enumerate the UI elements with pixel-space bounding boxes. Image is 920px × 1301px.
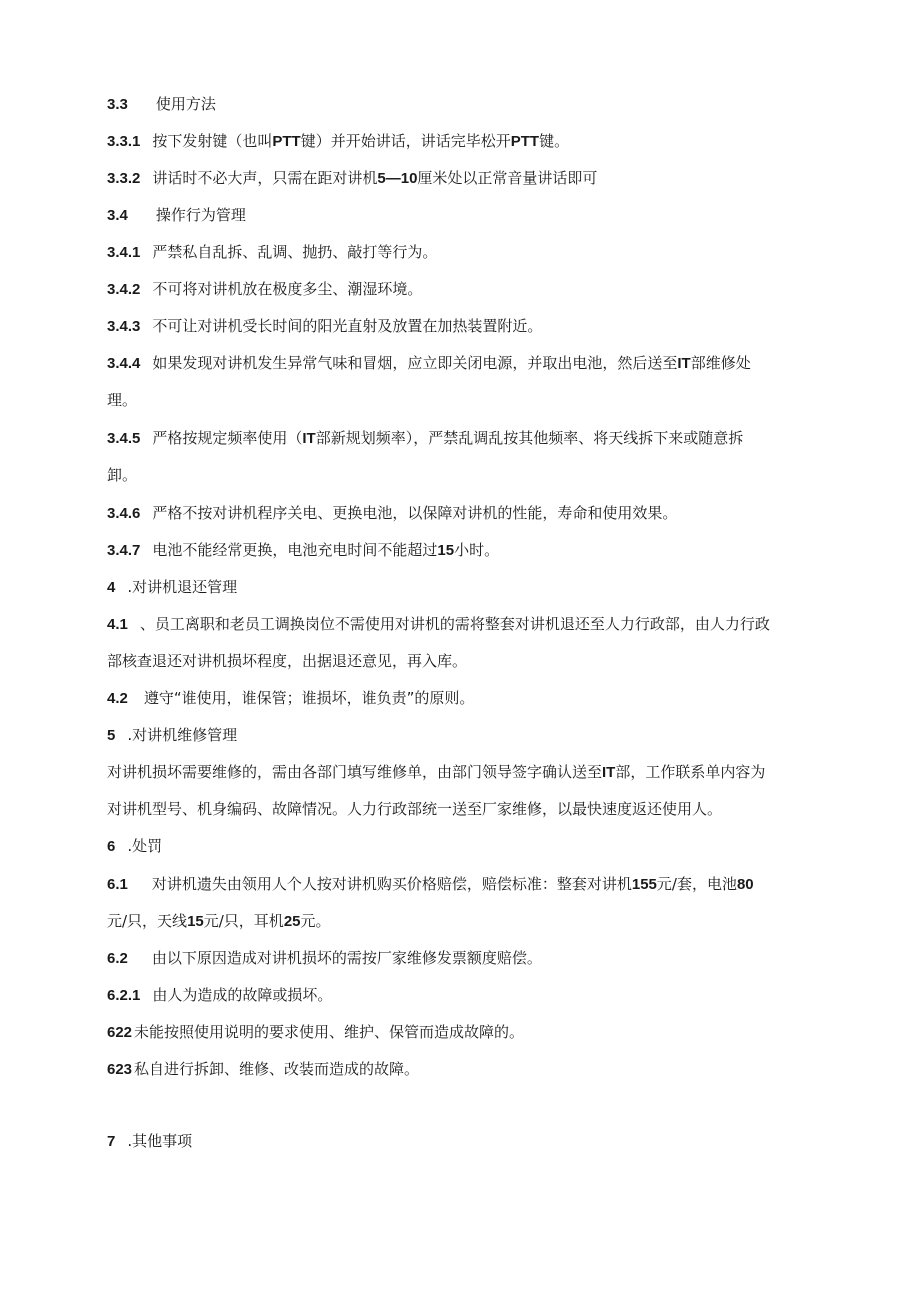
section-4-heading: 4 .对讲机退还管理	[107, 578, 238, 596]
section-6-2-3: 623 私自进行拆卸、维修、改装而造成的故障。	[107, 1060, 420, 1078]
section-5-paragraph-continued: 对讲机型号、机身编码、故障情况。人力行政部统一送至厂家维修，以最快速度返还使用人。	[107, 800, 723, 818]
section-4-2: 4.2 遵守“谁使用，谁保管；谁损坏，谁负责”的原则。	[107, 689, 475, 707]
section-3-4-3: 3.4.3 不可让对讲机受长时间的阳光直射及放置在加热装置附近。	[107, 317, 543, 335]
section-6-2: 6.2 由以下原因造成对讲机损坏的需按厂家维修发票额度赔偿。	[107, 949, 542, 967]
section-5-heading: 5 .对讲机维修管理	[107, 726, 238, 744]
section-4-1: 4.1 、员工离职和老员工调换岗位不需使用对讲机的需将整套对讲机退还至人力行政部，由人力行政	[107, 615, 770, 633]
section-6-1-continued: 元/只，天线15元/只，耳机25元。	[107, 912, 331, 930]
section-4-1-continued: 部核查退还对讲机损坏程度，出据退还意见，再入库。	[107, 652, 468, 670]
section-3-3-2: 3.3.2 讲话时不必大声，只需在距对讲机5—10厘米处以正常音量讲话即可	[107, 169, 598, 187]
section-3-4-2: 3.4.2 不可将对讲机放在极度多尘、潮湿环境。	[107, 280, 423, 298]
section-6-1: 6.1 对讲机遗失由领用人个人按对讲机购买价格赔偿，赔偿标准：整套对讲机155元/套，电池80	[107, 875, 754, 893]
section-3-4-7: 3.4.7 电池不能经常更换，电池充电时间不能超过15小时。	[107, 541, 500, 559]
section-6-2-1: 6.2.1 由人为造成的故障或损坏。	[107, 986, 333, 1004]
section-3-4-6: 3.4.6 严格不按对讲机程序关电、更换电池，以保障对讲机的性能，寿命和使用效果。	[107, 504, 678, 522]
section-7-heading: 7 .其他事项	[107, 1132, 193, 1150]
section-5-paragraph: 对讲机损坏需要维修的，需由各部门填写维修单，由部门领导签字确认送至IT部，工作联系单内容为	[107, 763, 766, 781]
section-3-4-5-continued: 卸。	[107, 466, 138, 484]
section-3-4: 3.4 操作行为管理	[107, 206, 246, 224]
section-3-4-4: 3.4.4 如果发现对讲机发生异常气味和冒烟，应立即关闭电源，并取出电池，然后送至IT部维修处	[107, 354, 751, 372]
section-3-4-4-continued: 理。	[107, 391, 138, 409]
section-3-3-1: 3.3.1 按下发射键（也叫PTT键）并开始讲话，讲话完毕松开PTT键。	[107, 132, 570, 150]
section-6-2-2: 622 未能按照使用说明的要求使用、维护、保管而造成故障的。	[107, 1023, 525, 1041]
section-6-heading: 6 .处罚	[107, 837, 163, 855]
section-3-4-1: 3.4.1 严禁私自乱拆、乱调、抛扔、敲打等行为。	[107, 243, 438, 261]
section-3-4-5: 3.4.5 严格按规定频率使用（IT部新规划频率），严禁乱调乱按其他频率、将天线拆下来或随意拆	[107, 429, 744, 447]
section-3-3: 3.3 使用方法	[107, 95, 216, 113]
